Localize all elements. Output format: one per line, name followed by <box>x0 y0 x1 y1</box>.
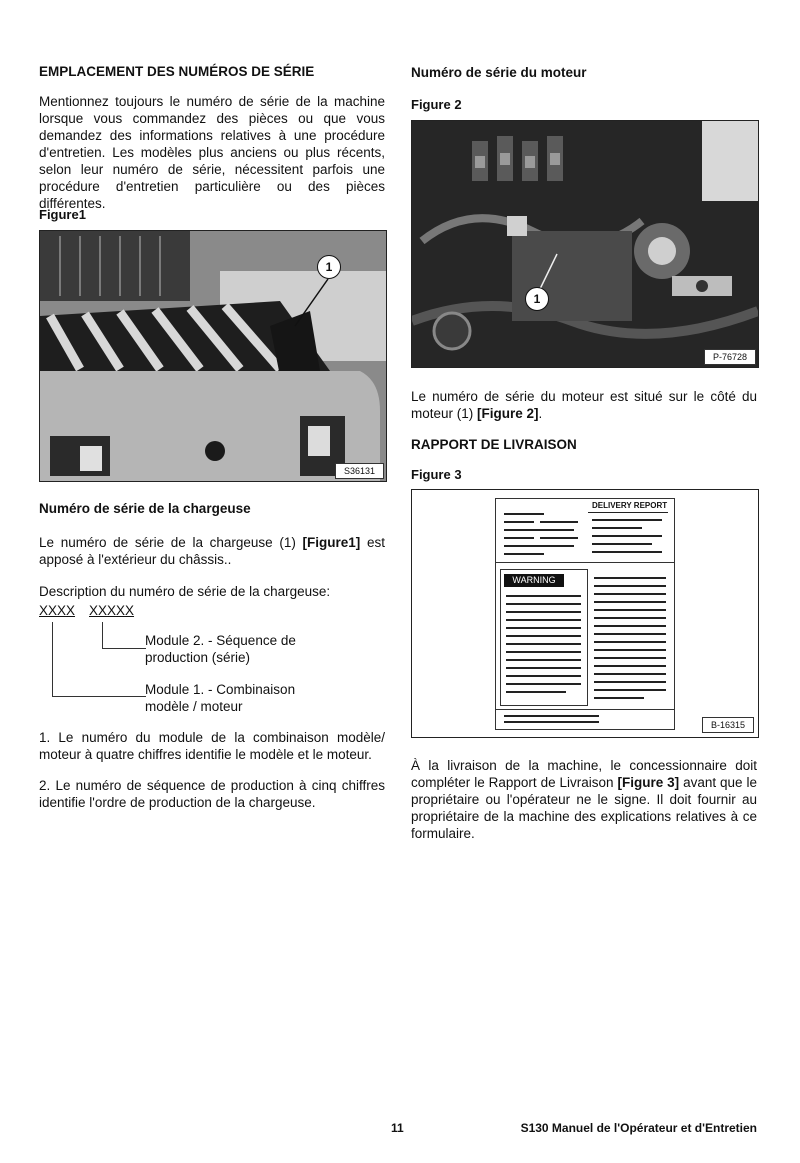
bracket-module2-vertical <box>102 622 103 649</box>
note-2: 2. Le numéro de séquence de production à cinq chiffres identifie l'ordre de production de la chargeuse. <box>39 778 385 810</box>
serial-intro-text: Mentionnez toujours le numéro de série de la machine lorsque vous commandez des pièces ou que vous demandez des informations relatives à une procédure d'entretien. Les modèles plus anciens ou plus récents, selon leur numéro de série, nécessitent parfois une procédure d'entretien particulière ou des pièces différentes. <box>39 94 385 211</box>
warning-label: WARNING <box>504 574 564 587</box>
module2-line2: production (série) <box>145 650 251 665</box>
figure2-id: P-76728 <box>704 349 756 365</box>
loader-serial-text <box>39 534 385 568</box>
loader-figure-ref: [Figure1] <box>302 535 361 550</box>
figure1-photo <box>39 230 387 482</box>
figure1-id: S36131 <box>335 463 384 479</box>
figure1-label: Figure1 <box>39 207 86 222</box>
figure2-label: Figure 2 <box>411 97 462 112</box>
loader-serial-heading: Numéro de série de la chargeuse <box>39 501 251 516</box>
module1-line1: Module 1. - Combinaison <box>145 682 296 697</box>
delivery-figure-ref: [Figure 3] <box>617 775 680 790</box>
delivery-text-part2: avant que le propriétaire ou l'opérateur ne le signe. Il doit fournir au propriétaire de la machine des explications relatives à ce formulaire. <box>411 775 758 841</box>
code-part1: XXXX <box>39 603 76 618</box>
figure3-report <box>411 489 759 738</box>
module2-line1: Module 2. - Séquence de <box>145 633 296 648</box>
engine-figure-ref: [Figure 2] <box>477 406 539 421</box>
figure1-callout: 1 <box>317 255 341 279</box>
serial-location-heading: EMPLACEMENT DES NUMÉROS DE SÉRIE <box>39 64 315 79</box>
engine-text-part2: . <box>538 406 543 421</box>
engine-serial-heading: Numéro de série du moteur <box>411 65 587 80</box>
delivery-report-heading: RAPPORT DE LIVRAISON <box>411 437 577 452</box>
figure3-id: B-16315 <box>702 717 754 733</box>
note-1: 1. Le numéro du module de la combinaison modèle/ moteur à quatre chiffres identifie le modèle et le moteur. <box>39 730 385 762</box>
loader-text-part2: est apposé à l'extérieur du châssis.. <box>39 535 385 567</box>
figure3-label: Figure 3 <box>411 467 462 482</box>
bracket-module2-horizontal <box>102 648 146 649</box>
figure2-callout: 1 <box>525 287 549 311</box>
description-label: Description du numéro de série de la chargeuse: <box>39 584 331 599</box>
loader-text-part1: Le numéro de série de la chargeuse (1) <box>39 535 303 550</box>
engine-serial-text <box>411 388 757 422</box>
engine-text-part1: Le numéro de série du moteur est situé sur le côté du moteur (1) <box>411 389 757 421</box>
delivery-text-part1: À la livraison de la machine, le concessionnaire doit compléter le Rapport de Livraison <box>411 758 757 790</box>
bracket-module1-vertical <box>52 622 53 697</box>
delivery-report-sheet <box>495 498 675 730</box>
delivery-report-text <box>411 757 757 842</box>
delivery-report-title: DELIVERY REPORT <box>592 501 668 510</box>
manual-title: S130 Manuel de l'Opérateur et d'Entretien <box>520 1121 757 1135</box>
bracket-module1-horizontal <box>52 696 146 697</box>
figure2-photo <box>411 120 759 368</box>
module1-line2: modèle / moteur <box>145 699 243 714</box>
page-number: 11 <box>391 1121 404 1135</box>
code-part2: XXXXX <box>89 603 135 618</box>
